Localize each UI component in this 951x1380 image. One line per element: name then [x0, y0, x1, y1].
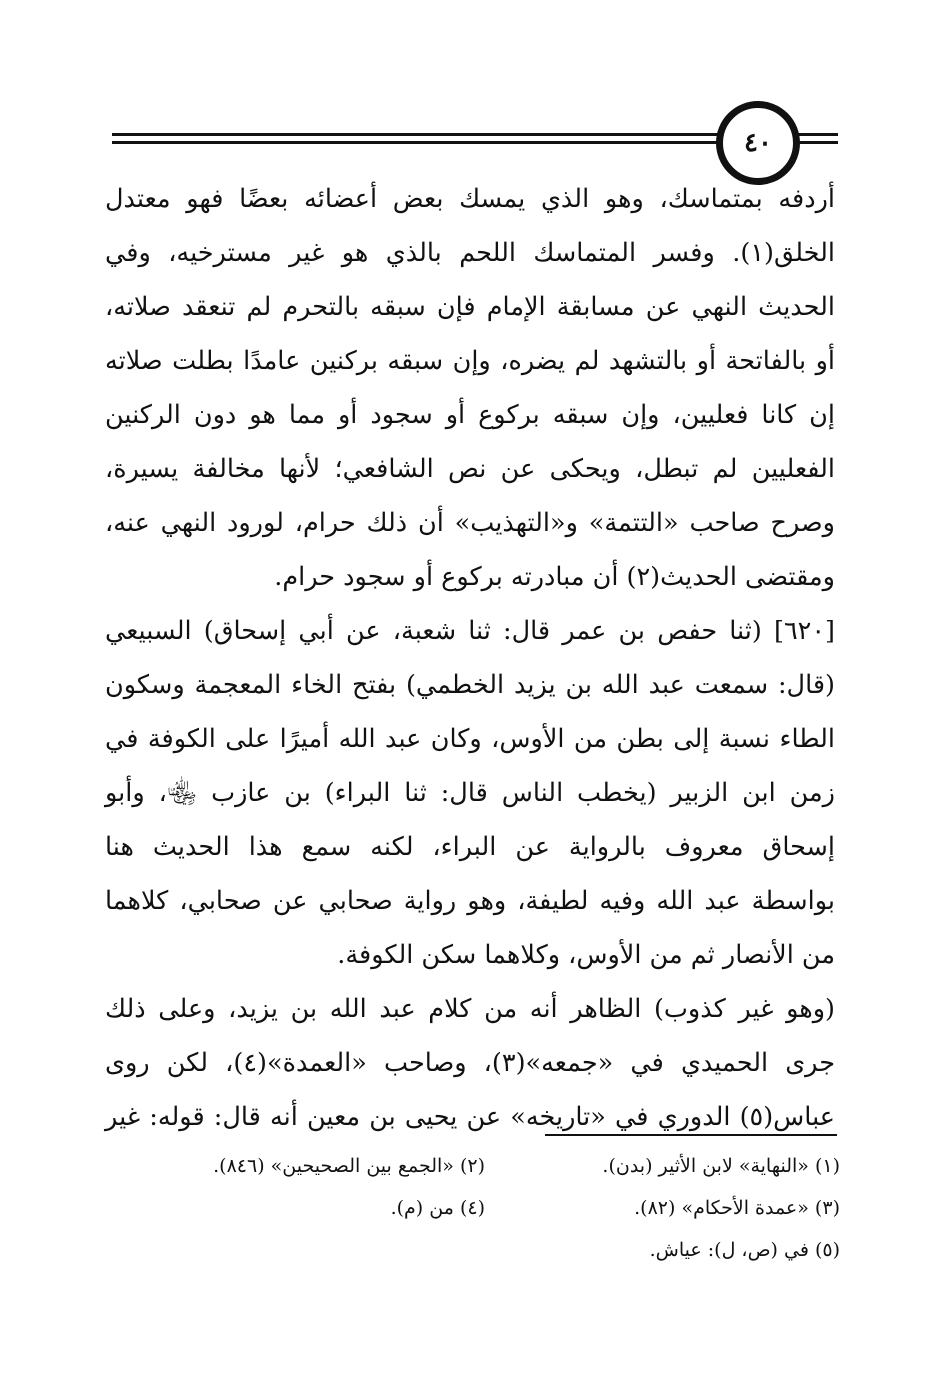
text-line: (قال: سمعت عبد الله بن يزيد الخطمي) بفتح الخاء المعجمة وسكون [105, 670, 835, 700]
header-rule-top [112, 133, 724, 136]
text-line: وصرح صاحب «التتمة» و«التهذيب» أن ذلك حرام، لورود النهي عنه، [105, 508, 835, 538]
footnote-5: (٥) في (ص، ل): عياش. [649, 1239, 840, 1261]
page-number-text: ٤٠ [744, 128, 772, 158]
text-line: زمن ابن الزبير (يخطب الناس قال: ثنا البراء) بن عازب ﵄، وأبو [105, 778, 835, 808]
header-rule-bottom [112, 141, 724, 144]
text-line: أردفه بمتماسك، وهو الذي يمسك بعض أعضائه بعضًا فهو معتدل [105, 184, 835, 214]
text-line: الطاء نسبة إلى بطن من الأوس، وكان عبد الله أميرًا على الكوفة في [105, 724, 835, 754]
footnote-1: (١) «النهاية» لابن الأثير (بدن). [602, 1155, 840, 1177]
footnote-row [105, 1187, 840, 1229]
text-line: من الأنصار ثم من الأوس، وكلاهما سكن الكوفة. [337, 940, 835, 970]
footnote-3: (٣) «عمدة الأحكام» (٨٢). [634, 1197, 840, 1219]
footnote-row [105, 1229, 840, 1271]
header-rule-right-bottom [798, 141, 838, 144]
footnote-2: (٢) «الجمع بين الصحيحين» (٨٤٦). [213, 1155, 485, 1177]
text-line: الفعليين لم تبطل، ويحكى عن نص الشافعي؛ لأنها مخالفة يسيرة، [105, 454, 835, 484]
main-text [105, 172, 835, 1144]
page-header [0, 0, 951, 180]
text-line: إن كانا فعليين، وإن سبقه بركوع أو سجود أو مما هو دون الركنين [105, 400, 835, 430]
text-line: عباس(٥) الدوري في «تاريخه» عن يحيى بن معين أنه قال: قوله: غير [105, 1102, 835, 1132]
footnote-separator [545, 1134, 837, 1136]
footnote-4: (٤) من (م). [390, 1197, 485, 1219]
text-line: بواسطة عبد الله وفيه لطيفة، وهو رواية صحابي عن صحابي، كلاهما [105, 886, 835, 916]
text-line: (وهو غير كذوب) الظاهر أنه من كلام عبد الله بن يزيد، وعلى ذلك [105, 994, 835, 1024]
text-line: إسحاق معروف بالرواية عن البراء، لكنه سمع هذا الحديث هنا [105, 832, 835, 862]
text-line: ومقتضى الحديث(٢) أن مبادرته بركوع أو سجود حرام. [274, 562, 835, 592]
footnote-row [105, 1145, 840, 1187]
text-line: الخلق(١). وفسر المتماسك اللحم بالذي هو غير مسترخيه، وفي [105, 238, 835, 268]
text-line: أو بالفاتحة أو بالتشهد لم يضره، وإن سبقه بركنين عامدًا بطلت صلاته [105, 346, 835, 376]
text-line: [٦٢٠] (ثنا حفص بن عمر قال: ثنا شعبة، عن أبي إسحاق) السبيعي [105, 616, 835, 646]
text-line: الحديث النهي عن مسابقة الإمام فإن سبقه بالتحرم لم تنعقد صلاته، [105, 292, 835, 322]
header-rule-right-top [798, 133, 838, 136]
text-line: جرى الحميدي في «جمعه»(٣)، وصاحب «العمدة»(٤)، لكن روى [105, 1048, 835, 1078]
footnotes [105, 1145, 840, 1271]
